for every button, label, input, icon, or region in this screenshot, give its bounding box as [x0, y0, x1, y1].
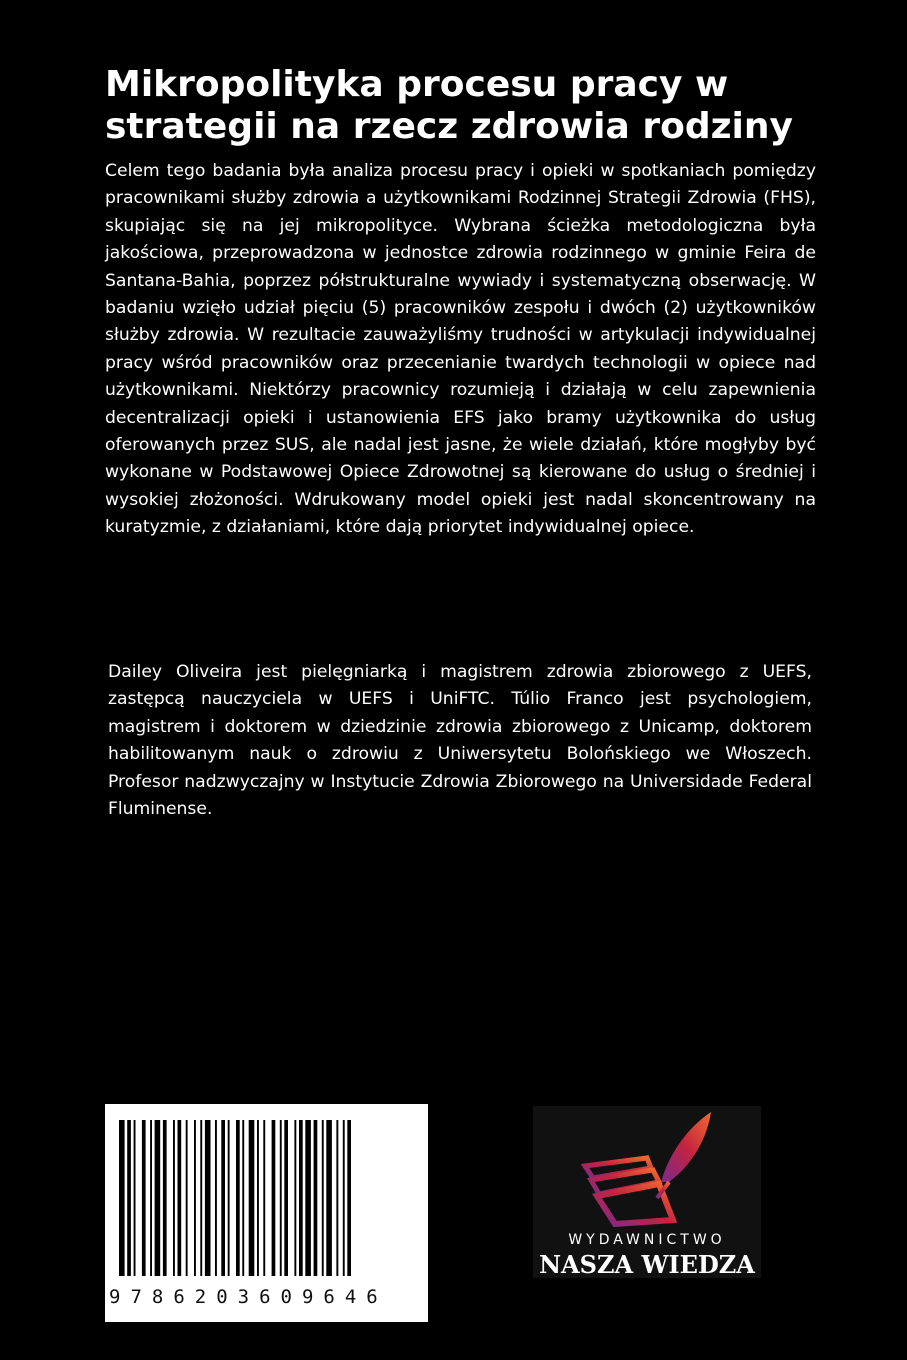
barcode-bar: [178, 1120, 182, 1276]
feather-book-icon: [577, 1108, 717, 1228]
barcode-bar: [272, 1120, 276, 1276]
barcode-bar: [221, 1120, 225, 1276]
barcode-bar: [186, 1120, 188, 1276]
barcode-bar: [336, 1120, 338, 1276]
barcode-bar: [150, 1120, 152, 1276]
barcode-bar: [249, 1120, 255, 1276]
barcode-bar: [205, 1120, 211, 1276]
barcode-bar: [134, 1120, 136, 1276]
barcode-bar: [299, 1120, 303, 1276]
barcode-bar: [127, 1120, 131, 1276]
barcode-bar: [305, 1120, 311, 1276]
author-bio-text: Dailey Oliveira jest pielęgniarką i magistrem zdrowia zbiorowego z UEFS, zastępcą nauczyciela w UEFS i UniFTC. Túlio Franco jest psychologiem, magistrem i doktorem w dziedzinie zdrowia zbiorowego z Unicamp, doktorem habilitowanym nauk o zdrowiu z Uniwersytetu Bolońskiego we Włoszech. Profesor nadzwyczajny w Instytucie Zdrowia Zbiorowego na Universidade Federal Fluminense.: [108, 662, 812, 820]
abstract-text: Celem tego badania była analiza procesu pracy i opieki w spotkaniach pomiędzy pracownikami służby zdrowia a użytkownikami Rodzinnej Strategii Zdrowia (FHS), skupiając się na jej mikropolityce. Wybrana ścieżka metodologiczna była jakościowa, przeprowadzona w jednostce zdrowia rodzinnego w gminie Feira de Santana-Bahia, poprzez półstrukturalne wywiady i systematyczną obserwację. W badaniu wzięło udział pięciu (5) pracowników zespołu i dwóch (2) użytkowników służby zdrowia. W rezultacie zauważyliśmy trudności w artykulacji indywidualnej pracy wśród pracowników oraz przecenianie twardych technologii w opiece nad użytkownikami. Niektórzy pracownicy rozumieją i działają w celu zapewnienia decentralizacji opieki i ustanowienia EFS jako bramy użytkownika do usług oferowanych przez SUS, ale nadal jest jasne, że wiele działań, które mogłyby być wykonane w Podstawowej Opiece Zdrowotnej są kierowane do usług o średniej i wysokiej złożoności. Wdrukowany model opieki jest nadal skoncentrowany na kuratyzmie, z działaniami, które dają priorytet indywidualnej opiece.: [105, 161, 816, 538]
isbn-barcode: [105, 1104, 428, 1322]
barcode-bar: [294, 1120, 296, 1276]
barcode-bar: [163, 1120, 167, 1276]
barcode-bar: [155, 1120, 161, 1276]
barcode-bar: [280, 1120, 282, 1276]
barcode-bar: [142, 1120, 146, 1276]
barcode-bar: [194, 1120, 196, 1276]
barcode-bars: [105, 1104, 428, 1284]
barcode-bar: [236, 1120, 240, 1276]
barcode-bar: [343, 1120, 345, 1276]
barcode-bar: [228, 1120, 230, 1276]
barcode-bar: [215, 1120, 217, 1276]
barcode-bar: [257, 1120, 259, 1276]
publisher-name: NASZA WIEDZA: [539, 1250, 755, 1279]
barcode-bar: [119, 1120, 125, 1276]
publisher-label: WYDAWNICTWO: [568, 1232, 726, 1248]
barcode-digits: 9786203609646: [109, 1286, 388, 1308]
barcode-bar: [314, 1120, 318, 1276]
barcode-bar: [200, 1120, 202, 1276]
barcode-bar: [242, 1120, 244, 1276]
barcode-bar: [322, 1120, 324, 1276]
barcode-bar: [347, 1120, 351, 1276]
book-title: Mikropolityka procesu pracy w strategii na rzecz zdrowia rodziny: [105, 64, 793, 147]
barcode-bar: [263, 1120, 265, 1276]
barcode-bar: [326, 1120, 332, 1276]
barcode-bar: [173, 1120, 175, 1276]
barcode-bar: [284, 1120, 288, 1276]
publisher-logo: [533, 1106, 761, 1278]
